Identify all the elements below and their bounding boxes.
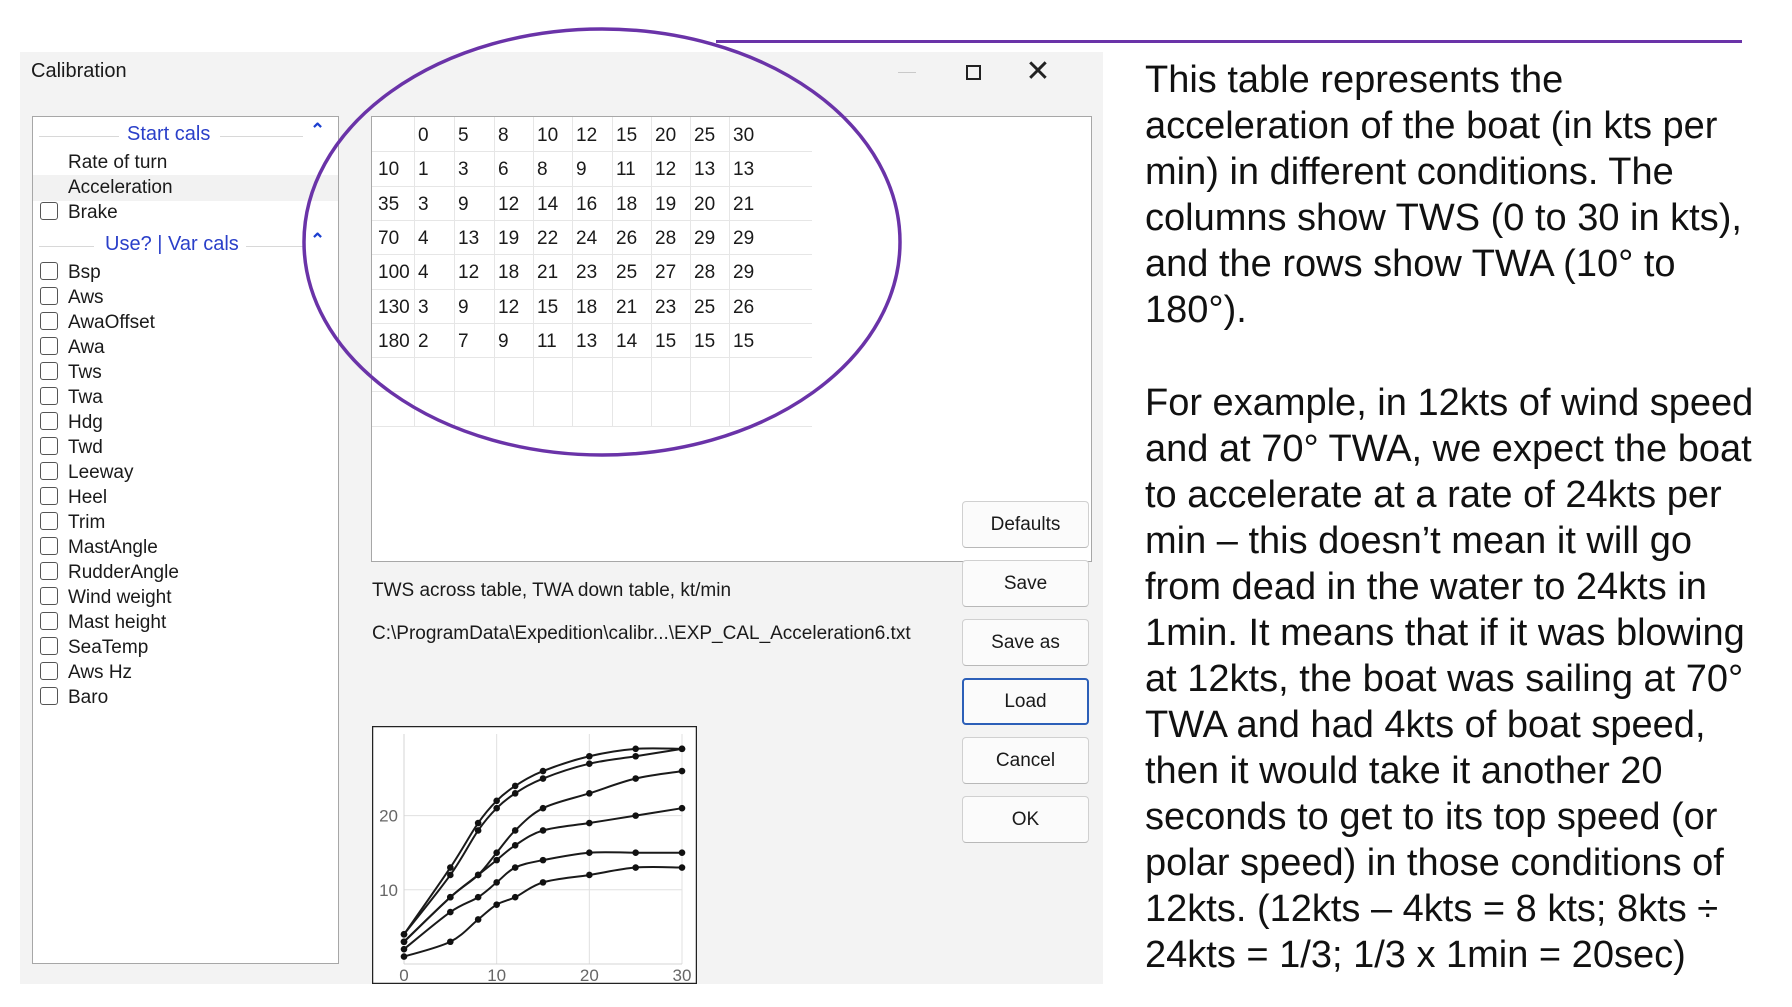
table-cell[interactable]: 3 — [458, 159, 469, 181]
table-row-header[interactable]: 180 — [378, 330, 410, 352]
table-cell[interactable]: 19 — [655, 193, 677, 215]
table-cell[interactable]: 29 — [733, 227, 755, 249]
list-item[interactable]: Trim — [33, 510, 338, 536]
start-cals-label: Start cals — [127, 123, 211, 145]
list-item[interactable]: Heel — [33, 485, 338, 511]
table-cell[interactable]: 29 — [733, 262, 755, 284]
table-cell[interactable]: 1 — [418, 159, 429, 181]
table-cell[interactable]: 24 — [576, 227, 598, 249]
ok-button[interactable]: OK — [962, 796, 1089, 843]
y-tick-label: 20 — [379, 806, 398, 826]
table-cell[interactable]: 7 — [458, 330, 469, 352]
table-cell[interactable]: 19 — [498, 227, 520, 249]
file-path: C:\ProgramData\Expedition\calibr...\EXP_CAL_Acceleration6.txt — [372, 623, 911, 644]
table-column-header[interactable]: 5 — [458, 125, 469, 146]
table-cell[interactable]: 21 — [537, 262, 559, 284]
table-column-header[interactable]: 12 — [576, 125, 598, 146]
table-cell[interactable]: 2 — [418, 330, 429, 352]
list-item-brake[interactable]: Brake — [33, 200, 338, 226]
list-item[interactable]: AwaOffset — [33, 310, 338, 336]
table-cell[interactable]: 25 — [616, 262, 638, 284]
table-cell[interactable]: 21 — [733, 193, 755, 215]
list-item-rate-of-turn[interactable]: Rate of turn — [68, 152, 168, 173]
table-cell[interactable]: 18 — [498, 262, 520, 284]
dialog-title: Calibration — [31, 60, 127, 82]
list-item[interactable]: Leeway — [33, 460, 338, 486]
list-item[interactable]: MastAngle — [33, 535, 338, 561]
table-cell[interactable]: 8 — [537, 159, 548, 181]
list-item[interactable]: Awa — [33, 335, 338, 361]
table-column-header[interactable]: 0 — [418, 125, 429, 146]
table-cell[interactable]: 14 — [616, 330, 638, 352]
table-cell[interactable]: 13 — [733, 159, 755, 181]
table-column-header[interactable]: 8 — [498, 125, 509, 146]
table-row-header[interactable]: 35 — [378, 193, 400, 215]
list-item[interactable]: Baro — [33, 685, 338, 711]
x-tick-label: 20 — [579, 966, 599, 984]
table-cell[interactable]: 20 — [694, 193, 716, 215]
cancel-button[interactable]: Cancel — [962, 737, 1089, 784]
table-cell[interactable]: 4 — [418, 262, 429, 284]
table-cell[interactable]: 3 — [418, 296, 429, 318]
list-item[interactable]: Hdg — [33, 410, 338, 436]
save-button[interactable]: Save — [962, 560, 1089, 607]
table-cell[interactable]: 15 — [694, 330, 716, 352]
chevron-up-icon[interactable]: ⌃ — [310, 120, 326, 140]
table-cell[interactable]: 12 — [655, 159, 677, 181]
table-row-header[interactable]: 10 — [378, 159, 400, 181]
table-cell[interactable]: 21 — [616, 296, 638, 318]
x-tick-label: 0 — [399, 966, 409, 984]
list-item[interactable]: Twa — [33, 385, 338, 411]
table-cell[interactable]: 18 — [616, 193, 638, 215]
table-cell[interactable]: 13 — [694, 159, 716, 181]
table-cell[interactable]: 22 — [537, 227, 559, 249]
table-cell[interactable]: 12 — [498, 296, 520, 318]
list-item[interactable]: Tws — [33, 360, 338, 386]
table-row-header[interactable]: 130 — [378, 296, 410, 318]
close-icon: ✕ — [1025, 55, 1051, 88]
defaults-button[interactable]: Defaults — [962, 501, 1089, 548]
table-column-header[interactable]: 10 — [537, 125, 559, 146]
table-cell[interactable]: 25 — [694, 296, 716, 318]
table-column-header[interactable]: 15 — [616, 125, 638, 146]
table-cell[interactable]: 28 — [694, 262, 716, 284]
table-cell[interactable]: 15 — [733, 330, 755, 352]
table-cell[interactable]: 12 — [498, 193, 520, 215]
table-cell[interactable]: 28 — [655, 227, 677, 249]
list-item[interactable]: Aws — [33, 285, 338, 311]
explanation-paragraph-2: For example, in 12kts of wind speed and at 70° TWA, we expect the boat to accelerate at a rate of 24kts per min – this doesn’t mean it will go from dead in the water to 24kts in 1min. It means that if it was blowing at 12kts, the boat was sailing at 70° TWA and had 4kts of boat speed, then it would take it another 20 seconds to get to its top speed (or polar speed) in those conditions of 12kts. (12kts – 4kts = 8 kts; 8kts ÷ 24kts = 1/3; 1/3 x 1min = 20sec) — [1145, 382, 1754, 976]
table-cell[interactable]: 6 — [498, 159, 509, 181]
x-tick-label: 30 — [672, 966, 692, 984]
table-cell[interactable]: 9 — [458, 296, 469, 318]
y-tick-label: 10 — [379, 880, 398, 900]
table-cell[interactable]: 3 — [418, 193, 429, 215]
list-item[interactable]: Aws Hz — [33, 660, 338, 686]
table-cell[interactable]: 27 — [655, 262, 677, 284]
table-cell[interactable]: 11 — [616, 159, 636, 181]
table-cell[interactable]: 13 — [576, 330, 598, 352]
table-column-header[interactable]: 30 — [733, 125, 755, 146]
list-item[interactable]: Twd — [33, 435, 338, 461]
list-item[interactable]: RudderAngle — [33, 560, 338, 586]
list-item[interactable]: Bsp — [33, 260, 338, 286]
chevron-up-icon[interactable]: ⌃ — [310, 230, 326, 250]
table-column-header[interactable]: 25 — [694, 125, 716, 146]
table-cell[interactable]: 4 — [418, 227, 429, 249]
list-item-acceleration[interactable]: Acceleration — [33, 175, 338, 201]
table-cell[interactable]: 15 — [655, 330, 677, 352]
table-cell[interactable]: 9 — [576, 159, 587, 181]
table-cell[interactable]: 26 — [733, 296, 755, 318]
list-item[interactable]: Wind weight — [33, 585, 338, 611]
table-cell[interactable]: 12 — [458, 262, 480, 284]
table-cell[interactable]: 14 — [537, 193, 559, 215]
table-cell[interactable]: 9 — [498, 330, 509, 352]
table-cell[interactable]: 15 — [537, 296, 559, 318]
list-item[interactable]: SeaTemp — [33, 635, 338, 661]
table-row-header[interactable]: 100 — [378, 262, 410, 284]
table-caption: TWS across table, TWA down table, kt/min — [372, 580, 732, 601]
table-cell[interactable]: 26 — [616, 227, 638, 249]
table-cell[interactable]: 18 — [576, 296, 598, 318]
table-row-header[interactable]: 70 — [378, 227, 400, 249]
table-cell[interactable]: 23 — [576, 262, 598, 284]
table-cell[interactable]: 9 — [458, 193, 469, 215]
table-cell[interactable]: 13 — [458, 227, 480, 249]
var-cals-label: Use? | Var cals — [105, 233, 239, 255]
table-cell[interactable]: 23 — [655, 296, 677, 318]
list-item[interactable]: Mast height — [33, 610, 338, 636]
table-cell[interactable]: 16 — [576, 193, 598, 215]
load-button[interactable]: Load — [962, 678, 1089, 725]
table-cell[interactable]: 29 — [694, 227, 716, 249]
explanation-paragraph-1: This table represents the acceleration of the boat (in kts per min) in different conditions. The columns show TWS (0 to 30 in kts), and the rows show TWA (10° to 180°). — [1145, 59, 1742, 331]
table-cell[interactable]: 11 — [537, 330, 557, 352]
table-column-header[interactable]: 20 — [655, 125, 677, 146]
x-tick-label: 10 — [487, 966, 507, 984]
save-as-button[interactable]: Save as — [962, 619, 1089, 666]
